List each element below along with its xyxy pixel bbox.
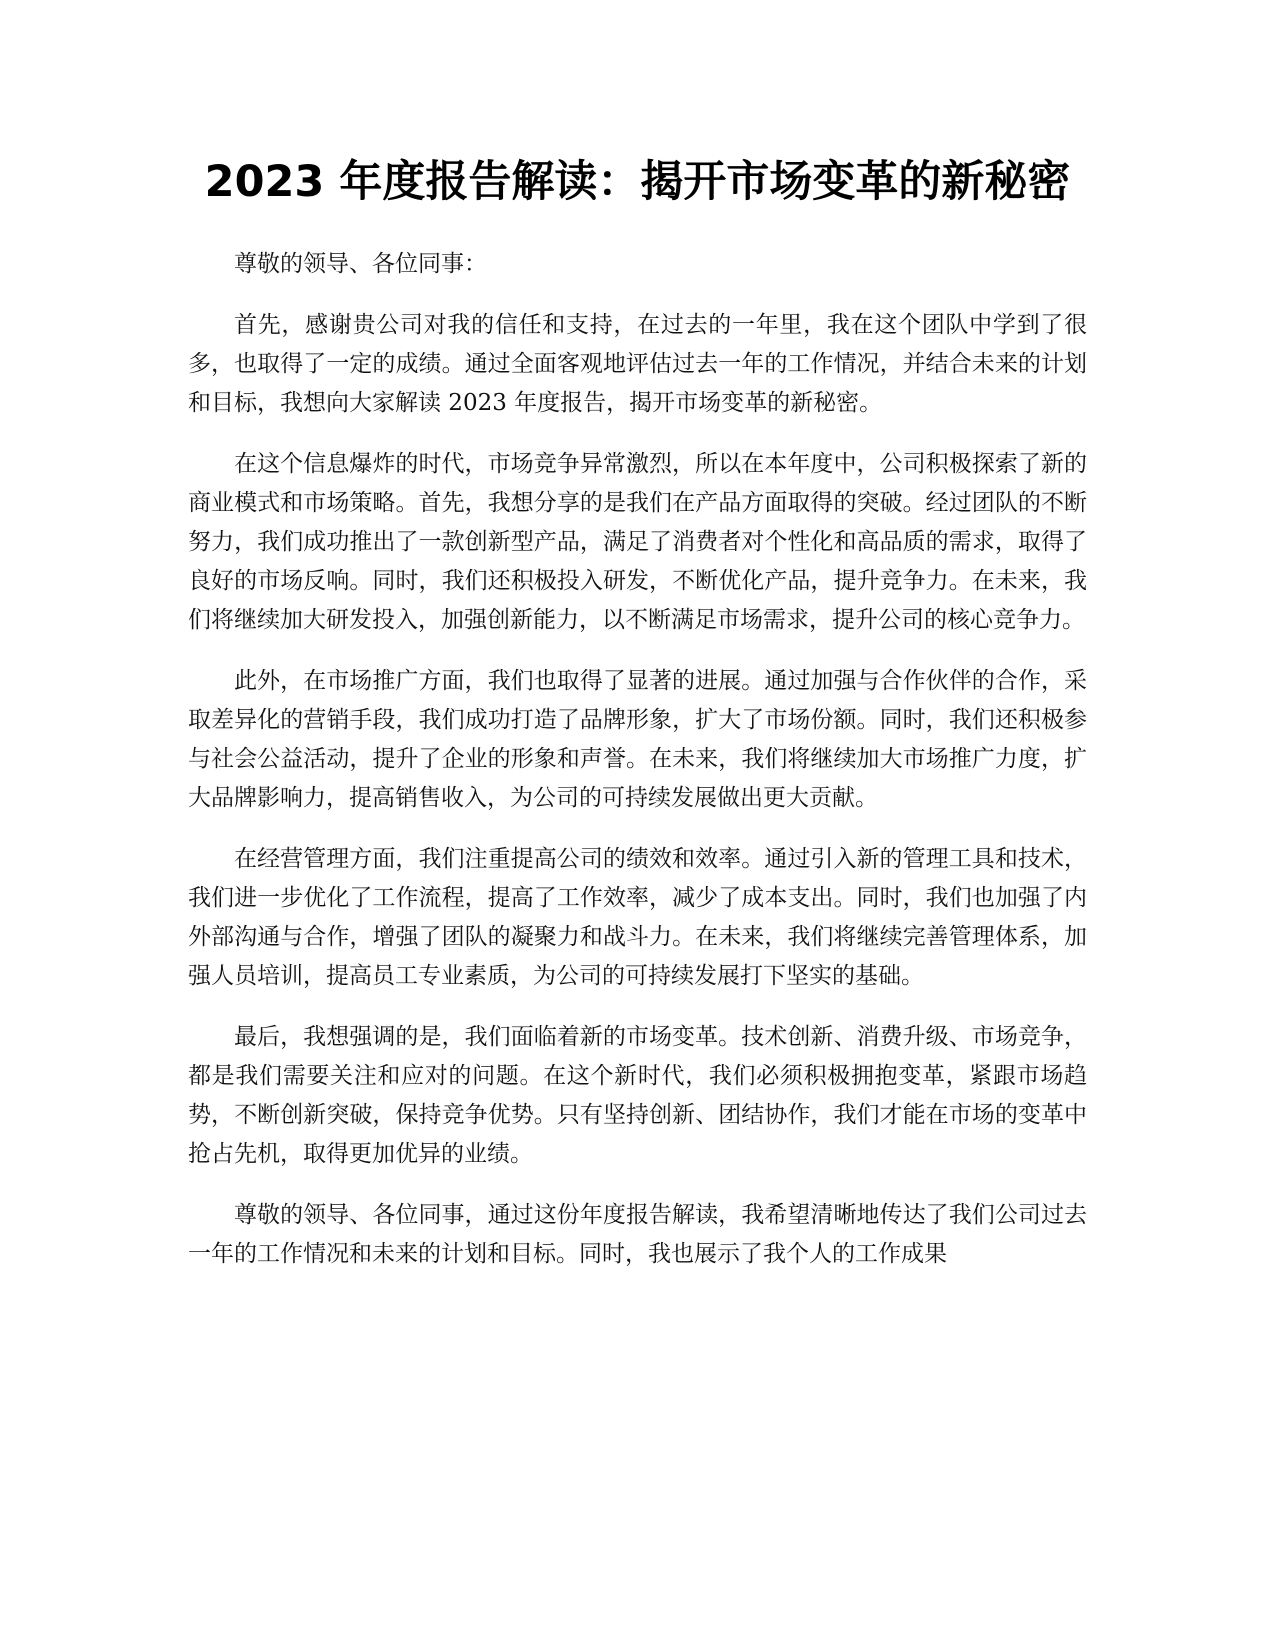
- marketing-paragraph: 此外，在市场推广方面，我们也取得了显著的进展。通过加强与合作伙伴的合作，采取差异化的营销手段，我们成功打造了品牌形象，扩大了市场份额。同时，我们还积极参与社会公益活动，提升了企业的形象和声誉。在未来，我们将继续加大市场推广力度，扩大品牌影响力，提高销售收入，为公司的可持续发展做出更大贡献。: [188, 668, 1087, 811]
- management-paragraph: 在经营管理方面，我们注重提高公司的绩效和效率。通过引入新的管理工具和技术，我们进一步优化了工作流程，提高了工作效率，减少了成本支出。同时，我们也加强了内外部沟通与合作，增强了团队的凝聚力和战斗力。在未来，我们将继续完善管理体系，加强人员培训，提高员工专业素质，为公司的可持续发展打下坚实的基础。: [188, 846, 1087, 989]
- product-paragraph: 在这个信息爆炸的时代，市场竞争异常激烈，所以在本年度中，公司积极探索了新的商业模式和市场策略。首先，我想分享的是我们在产品方面取得的突破。经过团队的不断努力，我们成功推出了一款创新型产品，满足了消费者对个性化和高品质的需求，取得了良好的市场反响。同时，我们还积极投入研发，不断优化产品，提升竞争力。在未来，我们将继续加大研发投入，加强创新能力，以不断满足市场需求，提升公司的核心竞争力。: [188, 451, 1087, 633]
- market-change-paragraph: 最后，我想强调的是，我们面临着新的市场变革。技术创新、消费升级、市场竞争，都是我们需要关注和应对的问题。在这个新时代，我们必须积极拥抱变革，紧跟市场趋势，不断创新突破，保持竞争优势。只有坚持创新、团结协作，我们才能在市场的变革中抢占先机，取得更加优异的业绩。: [188, 1024, 1087, 1167]
- salutation-paragraph: 尊敬的领导、各位同事：: [234, 251, 487, 277]
- document-body: [188, 245, 1087, 1296]
- document-title: 2023 年度报告解读：揭开市场变革的新秘密: [204, 157, 1071, 207]
- intro-paragraph: 首先，感谢贵公司对我的信任和支持，在过去的一年里，我在这个团队中学到了很多，也取得了一定的成绩。通过全面客观地评估过去一年的工作情况，并结合未来的计划和目标，我想向大家解读 2023 年度报告，揭开市场变革的新秘密。: [188, 312, 1087, 416]
- closing-paragraph: 尊敬的领导、各位同事，通过这份年度报告解读，我希望清晰地传达了我们公司过去一年的工作情况和未来的计划和目标。同时，我也展示了我个人的工作成果: [188, 1202, 1087, 1267]
